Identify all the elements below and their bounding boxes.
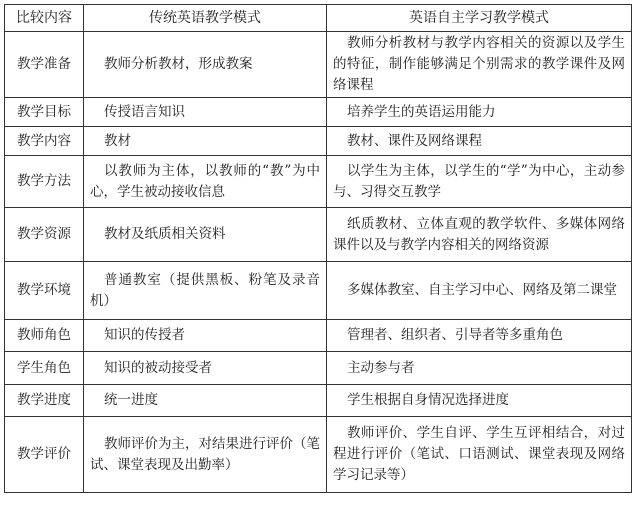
autonomous-cell: 多媒体教室、自主学习中心、网络及第二课堂 bbox=[327, 262, 632, 320]
traditional-cell: 传授语言知识 bbox=[84, 98, 327, 127]
table-row bbox=[5, 262, 632, 320]
autonomous-cell: 纸质教材、立体直观的教学软件、多媒体网络课件以及与教学内容相关的网络资源 bbox=[327, 208, 632, 262]
autonomous-cell: 教材、课件及网络课程 bbox=[327, 127, 632, 156]
traditional-cell: 以教师为主体，以教师的“教”为中心，学生被动接收信息 bbox=[84, 156, 327, 208]
autonomous-cell: 教师分析教材与教学内容相关的资源以及学生的特征，制作能够满足个别需求的教学课件及网络课程 bbox=[327, 32, 632, 98]
autonomous-cell: 学生根据自身情况选择进度 bbox=[327, 385, 632, 417]
traditional-cell: 知识的被动接受者 bbox=[84, 352, 327, 385]
row-label: 教师角色 bbox=[5, 320, 84, 352]
table-row bbox=[5, 98, 632, 127]
row-label: 教学进度 bbox=[5, 385, 84, 417]
traditional-cell: 普通教室（提供黑板、粉笔及录音机） bbox=[84, 262, 327, 320]
table-row bbox=[5, 156, 632, 208]
row-label: 教学目标 bbox=[5, 98, 84, 127]
traditional-cell: 教师分析教材，形成教案 bbox=[84, 32, 327, 98]
row-label: 教学方法 bbox=[5, 156, 84, 208]
comparison-table bbox=[4, 4, 632, 493]
traditional-cell: 教材 bbox=[84, 127, 327, 156]
autonomous-cell: 以学生为主体，以学生的“学”为中心，主动参与、习得交互教学 bbox=[327, 156, 632, 208]
traditional-cell: 知识的传授者 bbox=[84, 320, 327, 352]
row-label: 教学资源 bbox=[5, 208, 84, 262]
header-row bbox=[5, 5, 632, 32]
header-compare-content: 比较内容 bbox=[5, 5, 84, 32]
table-row bbox=[5, 208, 632, 262]
autonomous-cell: 主动参与者 bbox=[327, 352, 632, 385]
row-label: 教学内容 bbox=[5, 127, 84, 156]
autonomous-cell: 教师评价、学生自评、学生互评相结合，对过程进行评价（笔试、口语测试、课堂表现及网络学习记录等） bbox=[327, 417, 632, 493]
table-row bbox=[5, 352, 632, 385]
table-row bbox=[5, 32, 632, 98]
table-row bbox=[5, 320, 632, 352]
table-row bbox=[5, 385, 632, 417]
traditional-cell: 教材及纸质相关资料 bbox=[84, 208, 327, 262]
row-label: 学生角色 bbox=[5, 352, 84, 385]
header-traditional-mode: 传统英语教学模式 bbox=[84, 5, 327, 32]
row-label: 教学准备 bbox=[5, 32, 84, 98]
traditional-cell: 统一进度 bbox=[84, 385, 327, 417]
traditional-cell: 教师评价为主，对结果进行评价（笔试、课堂表现及出勤率） bbox=[84, 417, 327, 493]
header-autonomous-mode: 英语自主学习教学模式 bbox=[327, 5, 632, 32]
table-row bbox=[5, 417, 632, 493]
table-row bbox=[5, 127, 632, 156]
autonomous-cell: 培养学生的英语运用能力 bbox=[327, 98, 632, 127]
row-label: 教学环境 bbox=[5, 262, 84, 320]
autonomous-cell: 管理者、组织者、引导者等多重角色 bbox=[327, 320, 632, 352]
row-label: 教学评价 bbox=[5, 417, 84, 493]
